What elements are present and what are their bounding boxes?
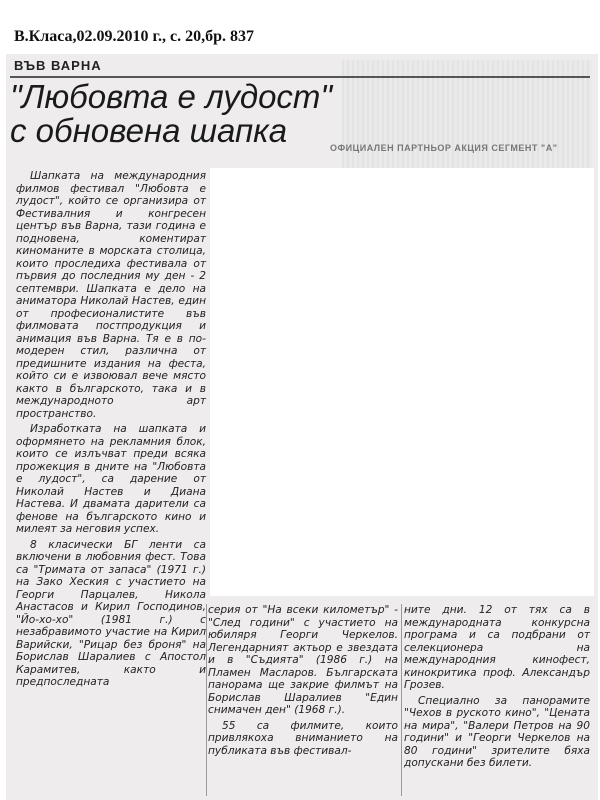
paragraph: 55 са филмите, които привлякоха вниманието на публиката във фестивал- [208, 719, 398, 757]
article-column-3 [404, 604, 590, 770]
column-divider [206, 604, 207, 796]
headline-line-2: с обновена шапка [10, 112, 288, 149]
background-caption: ОФИЦИАЛЕН ПАРТНЬОР АКЦИЯ СЕГМЕНТ "А" [330, 143, 558, 153]
headline-line-1: "Любовта е лудост" [10, 78, 333, 115]
article-column-1 [16, 170, 206, 689]
photo-placeholder [210, 168, 594, 596]
paragraph: ните дни. 12 от тях са в международната конкурсна програма и са подбрани от селекционера на международния кинофест, кинокритика проф. Александър Грозев. [404, 604, 590, 691]
article-headline [10, 80, 570, 148]
column-divider [401, 604, 402, 796]
paragraph: Изработката на шапката и оформянето на рекламния блок, които се излъчват преди всяка прожекция в дните на "Любовта е лудост", са дарение от Николай Настев и Диана Настева. И двамата дарители са фенове на българското кино и милеят за неговия успех. [16, 423, 206, 535]
section-rubric: ВЪВ ВАРНА [14, 58, 102, 73]
article-column-2 [208, 604, 398, 757]
paragraph: серия от "На всеки километър" - "След години" с участието на юбиляря Георги Черкелов. Легендарният актьор е звездата и в "Съдията" (1986 г.) на Пламен Масларов. Българската панорама ще закрие филмът на Борислав Шаралиев "Един снимачен ден" (1968 г.). [208, 604, 398, 716]
paragraph: 8 класически БГ ленти са включени в любовния фест. Това са "Тримата от запаса" (1971 г.) на Зако Хеския с участието на Георги Парцалев, Никола Анастасов и Кирил Господинов, "Йо-хо-хо" (1981 г.) с незабравимото участие на Кирил Варийски, "Рицар без броня" на Борислав Шаралиев с Апостол Карамитев, както и предпоследната [16, 538, 206, 688]
paragraph: Специално за панорамите "Чехов в руското кино", "Цената на мира", "Валери Петров на 90 години" и "Георги Черкелов на 80 години" зрителите бяха допускани без билети. [404, 694, 590, 769]
citation-line: В.Класа,02.09.2010 г., с. 20,бр. 837 [14, 28, 255, 45]
paragraph: Шапката на международния филмов фестивал "Любовта е лудост", който се организира от Фестивалния и конгресен център във Варна, тази година е подновена, коментират киноманите в морската столица, които проследиха фестивала от първия до последния му ден - 2 септември. Шапката е дело на аниматора Николай Настев, един от професионалистите във филмовата постпродукция и анимация във Варна. Тя е в по-модерен стил, различна от предишните издания на феста, който си е извоювал вече място както в българското, така и в международното арт пространство. [16, 170, 206, 420]
